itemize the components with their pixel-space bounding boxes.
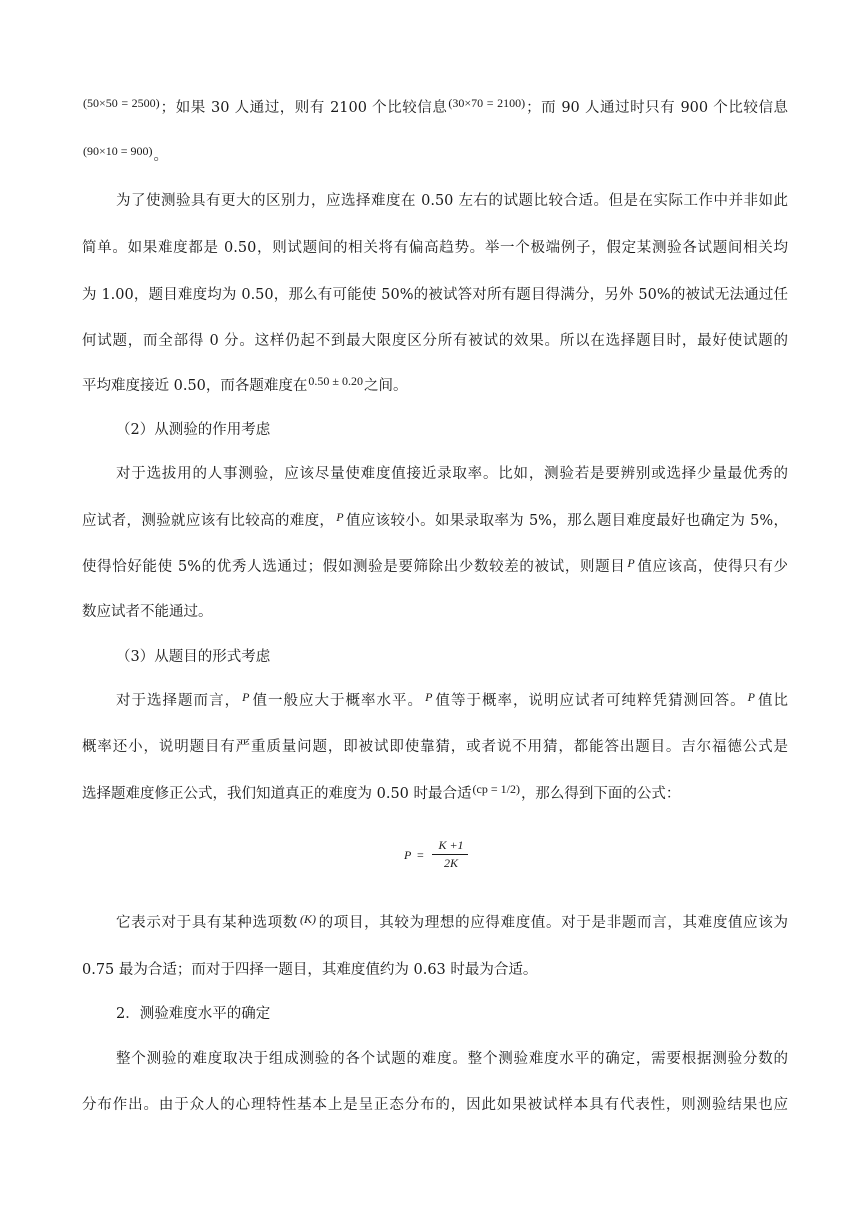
paragraph-line: 它表示对于具有某种选项数 $^{(K)}$ 的项目，其较为理想的应得难度值。对于是非题而言，其难度值应该为 — [116, 912, 788, 931]
math-expression: (50×50 = 2500) — [83, 96, 160, 110]
math-expression: (cp = 1/2) — [472, 782, 520, 796]
formula-numerator: K +1 — [438, 838, 464, 852]
paragraph-line: $^{(50\times 50 = 2500)}$；如果 30 人通过，则有 2100 个比较信息$^{(30\times 70 = 2100)}$；而 90 人通过时只有 900 个比较信息 — [83, 96, 788, 116]
paragraph-line: 为 1.00，题目难度均为 0.50，那么有可能使 50%的被试答对所有题目得满分，另外 50%的被试无法通过任 — [82, 287, 788, 303]
paragraph-line: 为了使测验具有更大的区别力，应选择难度在 0.50 左右的试题比较合适。但是在实际工作中并非如此 — [116, 193, 788, 209]
paragraph-line: 0.75 最为合适；而对于四择一题目，其难度值约为 0.63 时最为合适。 — [82, 962, 538, 978]
paragraph-line: 对于选择题而言， $^P$ 值一般应大于概率水平。 $^P$ 值等于概率，说明应试者可纯粹凭猜测回答。 $^P$ 值比 — [116, 690, 789, 709]
math-expression: (K) — [299, 912, 316, 926]
paragraph-line: 数应试者不能通过。 — [82, 604, 213, 620]
math-expression: 0.50 ± 0.20 — [308, 374, 363, 388]
section-heading: 2．测验难度水平的确定 — [116, 1006, 271, 1022]
paragraph-line: 平均难度接近 0.50，而各题难度在$^{0.50 \pm 0.20}$之间。 — [82, 374, 408, 394]
formula-denominator: 2K — [443, 856, 458, 870]
paragraph-line: 选择题难度修正公式，我们知道真正的难度为 0.50 时最合适$^{(cp = 1/2)}$，那么得到下面的公式： — [82, 782, 681, 802]
paragraph-line: 何试题，而全部得 0 分。这样仍起不到最大限度区分所有被试的效果。所以在选择题目时，最好使试题的 — [82, 333, 788, 349]
formula-equals: = — [417, 848, 424, 862]
paragraph-line: 概率还小，说明题目有严重质量问题，即被试即使靠猜，或者说不用猜，都能答出题目。吉尔福德公式是 — [82, 739, 788, 755]
fraction-bar — [432, 854, 468, 855]
paragraph-line: $^{(90\times 10 = 900)}$。 — [83, 144, 169, 164]
paragraph-line: 使得恰好能使 5%的优秀人选通过；假如测验是要筛除出少数较差的被试，则题目 $^P$ 值应该高，使得只有少 — [82, 556, 789, 575]
paragraph-line: 整个测验的难度取决于组成测验的各个试题的难度。整个测验难度水平的确定，需要根据测验分数的 — [116, 1051, 788, 1067]
paragraph-line: 对于选拔用的人事测验，应该尽量使难度值接近录取率。比如，测验若是要辨别或选择少量最优秀的 — [116, 466, 788, 482]
math-expression: (90×10 = 900) — [83, 144, 153, 158]
math-expression: (30×70 = 2100) — [448, 96, 526, 110]
math-variable: P — [336, 510, 344, 524]
math-variable: P — [627, 556, 635, 570]
paragraph-line: 分布作出。由于众人的心理特性基本上是呈正态分布的，因此如果被试样本具有代表性，则测验结果也应 — [82, 1097, 788, 1113]
math-variable: P — [242, 690, 250, 704]
difficulty-formula — [404, 838, 474, 874]
section-heading: （2）从测验的作用考虑 — [116, 422, 271, 438]
paragraph-line: 应试者，测验就应该有比较高的难度， $^P$ 值应该较小。如果录取率为 5%，那么题目难度最好也确定为 5%， — [82, 510, 788, 529]
paragraph-line: 简单。如果难度都是 0.50，则试题间的相关将有偏高趋势。举一个极端例子，假定某测验各试题间相关均 — [82, 240, 788, 256]
math-variable: P — [747, 690, 755, 704]
formula-lhs: P — [404, 848, 412, 862]
math-variable: P — [425, 690, 433, 704]
section-heading: （3）从题目的形式考虑 — [116, 649, 271, 665]
